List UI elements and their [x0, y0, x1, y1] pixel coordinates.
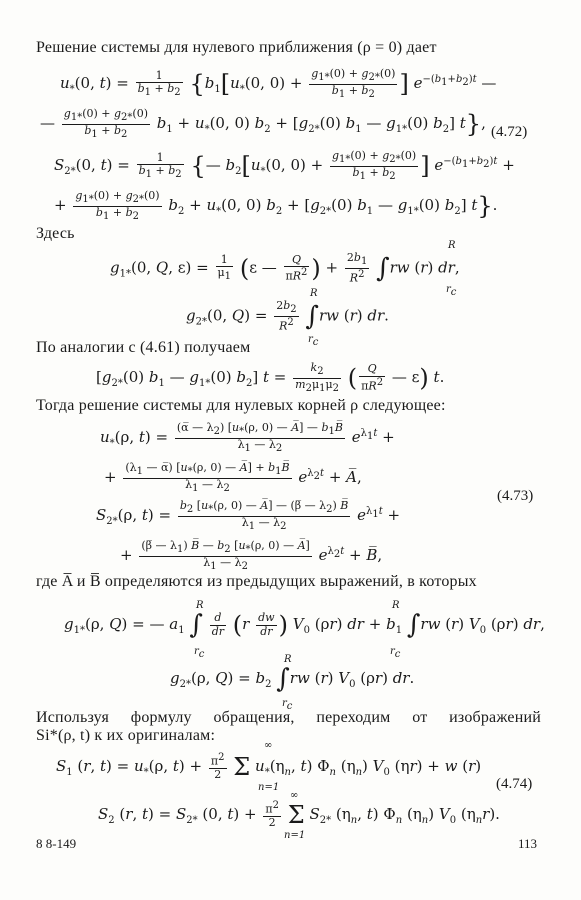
- eq-s2: $S_2$ (r, $t) = S_{2*}$ (0, t) + $\frac{\pi^2}{2}$ Σ $S_{2*}$ ($\eta_n$, t) $\Phi_n$ $(\eta_n)$ $V_0$ $(\eta_nr)$.: [98, 800, 500, 830]
- eq-s2-star-line2: + $\frac{g_{1*}(0) + g_{2*}(0)}{b_1 + b_2}$ $b_2 + u_*(0$, 0) $b_2 + [g_{2*}(0)$ $b_1$ — $g_{1*}(0)$ $b_2$] t}.: [54, 189, 498, 222]
- equation-number-4-74: (4.74): [496, 776, 533, 792]
- si-originals-text: Si*(ρ, t) к их оригиналам:: [36, 727, 216, 744]
- eq-g1-star: $g_{1*}(0$, Q, ε) = $\frac{1}{\mu_1}$ (ε — $\frac{Q}{\pi R^2}$ ) + $\frac{2b_1}{R^2}$ ∫rw (r) dr,: [110, 251, 460, 285]
- equation-number-4-73: (4.73): [497, 488, 534, 504]
- eq-bracket-t: [$g_{2*}(0)$ $b_1$ — $g_{1*}(0)$ $b_2$] t = $\frac{k_2}{m_2\mu_1\mu_2}$ ( $\frac{Q}{\pi R^2}$ — ε) t.: [96, 361, 445, 394]
- eq-u-star-line2: — $\frac{g_{1*}(0) + g_{2*}(0)}{b_1 + b_2}$ $b_1 + u_*(0$, 0) $b_2 + [g_{2*}(0)$ $b_1$ — $g_{1*}(0)$ $b_2$] t},: [40, 107, 486, 140]
- signature-mark: 8 8-149: [36, 836, 77, 851]
- togda-text: Тогда решение системы для нулевых корней ρ следующее:: [36, 397, 446, 414]
- analogy-text: По аналогии с (4.61) получаем: [36, 339, 251, 356]
- eq-s1: $S_1$ (r, $t) = u_*(\rho$, t) + $\frac{\pi^2}{2}$ Σ $u_*(\eta_n$, t) $\Phi_n$ $(\eta_n)$ $V_0$ (ηr) + w (r): [56, 752, 482, 782]
- eq-g2-star: $g_{2*}(0$, Q) = $\frac{2b_2}{R^2}$ ∫rw (r) dr.: [186, 299, 389, 333]
- eq-u-star-line1: $u_*(0$, t) = $\frac{1}{b_1 + b_2}$ {$b_1[u_*(0$, 0) + $\frac{g_{1*}(0) + g_{2*}(0)}{b_1 + b_2}$ ] $e^{-(b_1+b_2)t}$ —: [60, 67, 497, 100]
- intro-text: Решение системы для нулевого приближения (ρ = 0) дает: [36, 39, 437, 56]
- eq-u-star-rho-line1: $u_*(\rho$, t) = $\frac{(\alpha̅ — \lambda_2) [u_*(\rho, 0) — A̅] — b_1B̅}{\lambda_1 — \lambda_2}$ $e^{\lambda_1t}$ +: [100, 421, 395, 454]
- gde-text: где A̅ и B̅ определяются из предыдущих выражений, в которых: [36, 573, 477, 590]
- page-number: 113: [518, 836, 538, 851]
- eq-g2-star-rho: $g_{2*}(\rho$, $Q) = b_2$ ∫rw (r) $V_0$ (ρr) dr.: [170, 664, 415, 694]
- eq-u-star-rho-line2: + $\frac{(\lambda_1 — \alpha̅) [u_*(\rho, 0) — A̅] + b_1B̅}{\lambda_1 — \lambda_2}$ $e^{\lambda_2t}$ + A̅,: [104, 461, 362, 494]
- eq-s2-star-rho-line1: $S_{2*}(\rho$, t) = $\frac{b_2 [u_*(\rho, 0) — A̅] — (\beta̅ — \lambda_2) B̅}{\lambda_1 — \lambda_2}$ $e^{\lambda_1t}$ +: [96, 499, 401, 532]
- zdes-text: Здесь: [36, 225, 75, 242]
- eq-s2-star-rho-line2: + $\frac{(\beta̅ — \lambda_1) B̅ — b_2 [u_*(\rho, 0) — A̅]}{\lambda_1 — \lambda_2}$ $e^{\lambda_2t}$ + B̅,: [120, 539, 383, 572]
- ispolzuya-text: Используя формулу обращения, переходим от изображений: [36, 709, 541, 726]
- eq-g1-star-rho: $g_{1*}(\rho$, Q) = — $a_1$ ∫ $\frac{d}{dr}$ (r $\frac{dw}{dr}$ ) $V_0$ (ρr) dr + $b_1$ ∫rw (r) $V_0$ (ρr) dr,: [64, 610, 545, 641]
- equation-number-4-72: (4.72): [491, 124, 528, 140]
- eq-s2-star-line1: $S_{2*}(0$, t) = $\frac{1}{b_1 + b_2}$ {— $b_2[u_*(0$, 0) + $\frac{g_{1*}(0) + g_{2*}(0)}{b_1 + b_2}$ ] $e^{-(b_1+b_2)t}$ +: [54, 149, 515, 182]
